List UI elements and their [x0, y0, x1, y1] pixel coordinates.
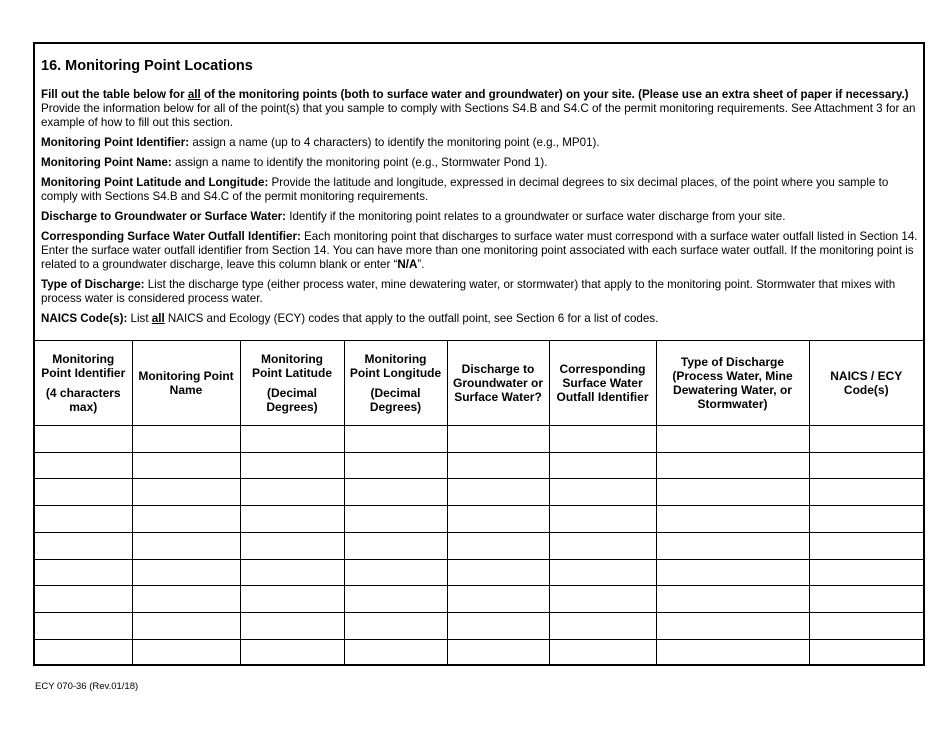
table-cell[interactable]: [549, 452, 656, 479]
table-cell[interactable]: [240, 586, 344, 613]
latlong-label: Monitoring Point Latitude and Longitude:: [41, 176, 269, 189]
table-cell[interactable]: [549, 426, 656, 453]
header-type: [656, 341, 809, 426]
table-cell[interactable]: [344, 559, 447, 586]
table-row: [35, 479, 923, 506]
header-sub: (4 characters max): [45, 386, 121, 414]
table-cell[interactable]: [344, 586, 447, 613]
identifier-text: assign a name (up to 4 characters) to identify the monitoring point (e.g., MP01).: [189, 136, 600, 149]
table-cell[interactable]: [132, 426, 240, 453]
outfall-label: Corresponding Surface Water Outfall Identifier:: [41, 230, 301, 243]
table-row: [35, 532, 923, 559]
table-cell[interactable]: [240, 639, 344, 666]
table-cell[interactable]: [656, 532, 809, 559]
table-cell[interactable]: [240, 532, 344, 559]
table-cell[interactable]: [344, 639, 447, 666]
identifier-definition: [41, 136, 919, 150]
table-cell[interactable]: [549, 532, 656, 559]
table-cell[interactable]: [240, 426, 344, 453]
table-cell[interactable]: [809, 506, 923, 533]
fill-instructions: [41, 88, 919, 130]
outfall-end: ”.: [417, 258, 425, 271]
table-cell[interactable]: [344, 532, 447, 559]
monitoring-points-table: [35, 340, 923, 666]
latlong-text: Provide the latitude and longitude, expressed in decimal degrees to six decimal places, of the point where you sample to comply with Sections S4.B and S4.C of the permit monitoring requirements.: [41, 176, 889, 203]
header-main: Monitoring Point Latitude: [252, 352, 332, 380]
header-main: Monitoring Point Longitude: [349, 352, 442, 380]
table-body: [35, 426, 923, 667]
outfall-na: N/A: [397, 258, 418, 271]
table-cell[interactable]: [809, 639, 923, 666]
table-cell[interactable]: [344, 613, 447, 640]
discharge-label: Discharge to Groundwater or Surface Water:: [41, 210, 287, 223]
table-cell[interactable]: [132, 613, 240, 640]
table-cell[interactable]: [35, 426, 132, 453]
table-cell[interactable]: [132, 506, 240, 533]
table-cell[interactable]: [656, 639, 809, 666]
naics-all-emphasis: all: [151, 312, 165, 325]
outfall-definition: [41, 230, 919, 272]
table-cell[interactable]: [656, 426, 809, 453]
header-longitude: [344, 341, 447, 426]
table-cell[interactable]: [344, 506, 447, 533]
table-cell[interactable]: [240, 613, 344, 640]
table-cell[interactable]: [35, 586, 132, 613]
table-cell[interactable]: [447, 613, 549, 640]
table-cell[interactable]: [447, 426, 549, 453]
table-cell[interactable]: [656, 506, 809, 533]
table-row: [35, 426, 923, 453]
header-main: Monitoring Point Identifier: [41, 352, 126, 380]
table-cell[interactable]: [132, 452, 240, 479]
table-cell[interactable]: [656, 452, 809, 479]
discharge-definition: [41, 210, 919, 224]
fill-normal: Provide the information below for all of the point(s) that you sample to comply with Sections S4.B and S4.C of the permit monitoring requirements. See Attachment 3 for an example of how to fill out this section.: [41, 102, 916, 129]
naics-text: NAICS and Ecology (ECY) codes that apply to the outfall point, see Section 6 for a list of codes.: [164, 312, 659, 325]
table-cell[interactable]: [447, 586, 549, 613]
table-cell[interactable]: [549, 559, 656, 586]
identifier-label: Monitoring Point Identifier:: [41, 136, 190, 149]
table-cell[interactable]: [35, 506, 132, 533]
table-cell[interactable]: [447, 452, 549, 479]
table-cell[interactable]: [447, 639, 549, 666]
table-cell[interactable]: [35, 613, 132, 640]
header-main: Type of Discharge (Process Water, Mine Dewatering Water, or Stormwater): [672, 355, 793, 411]
table-cell[interactable]: [656, 559, 809, 586]
table-cell[interactable]: [656, 613, 809, 640]
form-section-16: [33, 42, 925, 666]
table-cell[interactable]: [447, 559, 549, 586]
table-cell[interactable]: [549, 639, 656, 666]
table-cell[interactable]: [240, 452, 344, 479]
table-cell[interactable]: [447, 479, 549, 506]
table-header-row: [35, 341, 923, 426]
header-name: [132, 341, 240, 426]
table-cell[interactable]: [809, 426, 923, 453]
header-naics: [809, 341, 923, 426]
table-cell[interactable]: [35, 559, 132, 586]
table-cell[interactable]: [549, 586, 656, 613]
table-cell[interactable]: [35, 479, 132, 506]
table-cell[interactable]: [35, 532, 132, 559]
table-cell[interactable]: [549, 613, 656, 640]
table-row: [35, 452, 923, 479]
table-cell[interactable]: [132, 639, 240, 666]
header-main: Discharge to Groundwater or Surface Water?: [452, 362, 543, 404]
name-text: assign a name to identify the monitoring point (e.g., Stormwater Pond 1).: [171, 156, 548, 169]
naics-label: NAICS Code(s):: [41, 312, 128, 325]
header-outfall: [549, 341, 656, 426]
header-main: Monitoring Point Name: [138, 369, 234, 397]
header-discharge: [447, 341, 549, 426]
table-cell[interactable]: [656, 479, 809, 506]
table-cell[interactable]: [809, 532, 923, 559]
table-row: [35, 559, 923, 586]
table-cell[interactable]: [809, 613, 923, 640]
header-latitude: [240, 341, 344, 426]
header-sub: (Decimal Degrees): [266, 386, 318, 414]
table-cell[interactable]: [344, 426, 447, 453]
table-cell[interactable]: [809, 586, 923, 613]
table-cell[interactable]: [447, 532, 549, 559]
table-cell[interactable]: [132, 559, 240, 586]
form-identifier: ECY 070-36 (Rev.01/18): [35, 681, 139, 692]
header-main: NAICS / ECY Code(s): [830, 369, 903, 397]
header-main: Corresponding Surface Water Outfall Identifier: [556, 362, 649, 404]
naics-definition: [41, 312, 919, 326]
section-title: 16. Monitoring Point Locations: [41, 58, 253, 74]
table-cell[interactable]: [656, 586, 809, 613]
table-cell[interactable]: [240, 479, 344, 506]
table-cell[interactable]: [809, 559, 923, 586]
table-cell[interactable]: [132, 479, 240, 506]
table-cell[interactable]: [549, 479, 656, 506]
fill-bold-rest: of the monitoring points (both to surface water and groundwater) on your site. (Please use an extra sheet of paper if necessary.): [200, 88, 909, 101]
name-label: Monitoring Point Name:: [41, 156, 172, 169]
table-cell[interactable]: [35, 639, 132, 666]
discharge-text: Identify if the monitoring point relates to a groundwater or surface water discharge from your site.: [286, 210, 786, 223]
fill-all-emphasis: all: [187, 88, 201, 101]
table-cell[interactable]: [132, 532, 240, 559]
name-definition: [41, 156, 919, 170]
table-row: [35, 639, 923, 666]
table-cell[interactable]: [809, 479, 923, 506]
table-cell[interactable]: [240, 559, 344, 586]
table-row: [35, 613, 923, 640]
instructions: [41, 88, 919, 332]
type-definition: [41, 278, 919, 306]
table-cell[interactable]: [549, 506, 656, 533]
table-cell[interactable]: [809, 452, 923, 479]
header-sub: (Decimal Degrees): [369, 386, 422, 414]
fill-pre: Fill out the table below for: [41, 88, 188, 101]
naics-pre: List: [127, 312, 152, 325]
table-row: [35, 506, 923, 533]
header-identifier: [35, 341, 132, 426]
table-cell[interactable]: [447, 506, 549, 533]
table-row: [35, 586, 923, 613]
table-cell[interactable]: [344, 479, 447, 506]
latlong-definition: [41, 176, 919, 204]
outfall-text: Each monitoring point that discharges to surface water must correspond with a surface water outfall listed in Section 14. Enter the surface water outfall identifier from Section 14. You can have more than one monitoring point associated with each surface water outfall. If the monitoring point is related to a groundwater discharge, leave this column blank or enter “: [41, 230, 918, 271]
table-cell[interactable]: [132, 586, 240, 613]
table-cell[interactable]: [35, 452, 132, 479]
type-text: List the discharge type (either process water, mine dewatering water, or stormwater) that apply to the monitoring point. Stormwater that mixes with process water is considered process water.: [41, 278, 896, 305]
type-label: Type of Discharge:: [41, 278, 145, 291]
table-cell[interactable]: [240, 506, 344, 533]
table-cell[interactable]: [344, 452, 447, 479]
